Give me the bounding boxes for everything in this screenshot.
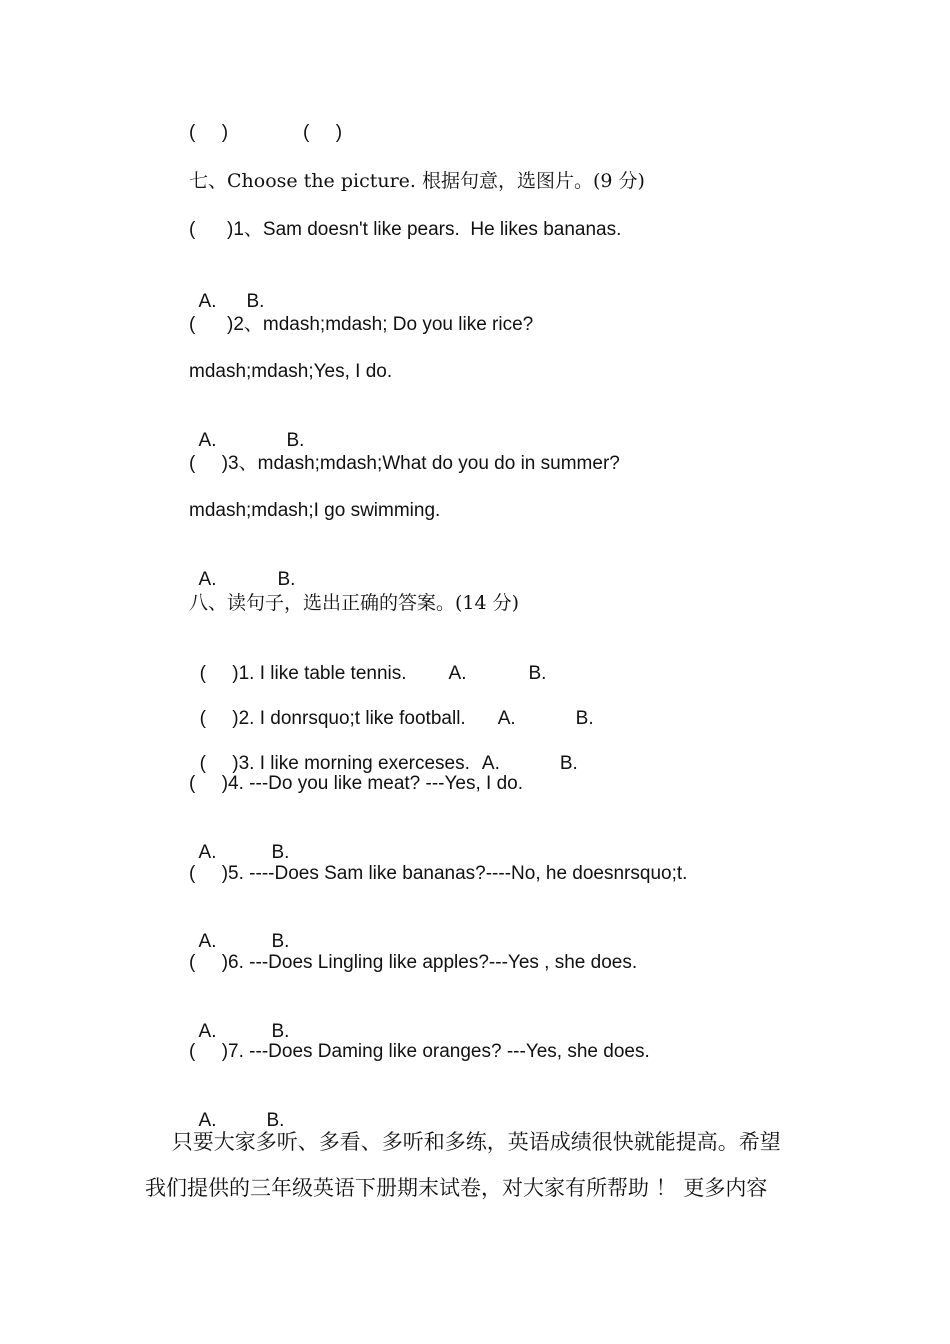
option-a: A. [198, 842, 217, 863]
option-b: B. [271, 1021, 290, 1042]
closing-paragraph-line-2: 我们提供的三年级英语下册期末试卷，对大家有所帮助 ！ 更多内容 [145, 1176, 768, 1200]
s8-question-6: ( )6. ---Does Lingling like apples?---Yes , she does. [189, 952, 638, 973]
option-a: A. [448, 663, 467, 684]
option-b: B. [271, 931, 290, 952]
s7-q3-options [189, 544, 295, 592]
s7-q2-answer: mdash;mdash;Yes, I do. [189, 361, 393, 382]
option-b: B. [277, 569, 296, 590]
option-a: A. [198, 430, 217, 451]
s8-q6-options [189, 996, 289, 1044]
option-b: B. [528, 663, 547, 684]
s7-q3-answer: mdash;mdash;I go swimming. [189, 500, 441, 521]
s8-q7-options [189, 1085, 284, 1133]
option-a: A. [198, 1110, 217, 1131]
answer-bracket-left: ( ) [189, 122, 229, 143]
s8-question-3 [189, 728, 578, 776]
option-a: A. [481, 753, 500, 774]
s8-q4-options [189, 817, 289, 865]
option-b: B. [271, 842, 290, 863]
option-a: A. [497, 708, 516, 729]
option-b: B. [246, 291, 265, 312]
closing-paragraph-line-1: 只要大家多听、多看、多听和多练，英语成绩很快就能提高。希望 [145, 1130, 781, 1154]
option-a: A. [198, 931, 217, 952]
question-text: ( )3. I like morning exerceses. [199, 753, 470, 774]
option-a: A. [198, 569, 217, 590]
option-b: B. [266, 1110, 285, 1131]
s8-question-5: ( )5. ----Does Sam like bananas?----No, he doesnrsquo;t. [189, 863, 688, 884]
option-a: A. [198, 1021, 217, 1042]
s7-question-1: ( )1、Sam doesn't like pears. He likes bananas. [189, 219, 622, 240]
option-b: B. [575, 708, 594, 729]
option-b: B. [559, 753, 578, 774]
answer-bracket-right: ( ) [303, 122, 343, 143]
option-a: A. [198, 291, 217, 312]
question-text: ( )1. I like table tennis. [199, 663, 407, 684]
s8-question-2 [189, 683, 594, 731]
s8-question-1 [189, 638, 546, 686]
section-8-heading: 八、读句子，选出正确的答案。(14 分) [189, 592, 520, 614]
s7-q2-options [189, 405, 304, 453]
section-7-heading: 七、Choose the picture. 根据句意，选图片。(9 分) [189, 170, 645, 192]
s8-question-4: ( )4. ---Do you like meat? ---Yes, I do. [189, 773, 524, 794]
s8-q5-options [189, 906, 289, 954]
s7-q1-options [189, 266, 264, 314]
option-b: B. [286, 430, 305, 451]
s8-question-7: ( )7. ---Does Daming like oranges? ---Yes, she does. [189, 1041, 650, 1062]
s7-question-2: ( )2、mdash;mdash; Do you like rice? [189, 314, 534, 335]
s7-question-3: ( )3、mdash;mdash;What do you do in summer? [189, 453, 620, 474]
question-text: ( )2. I donrsquo;t like football. [199, 708, 466, 729]
